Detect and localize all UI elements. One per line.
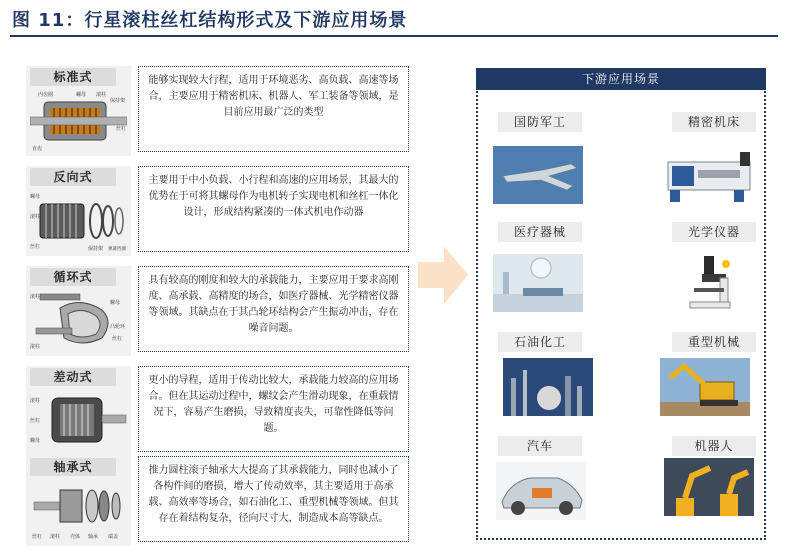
inverted-screw-diagram [30, 188, 127, 252]
type-row-inverted [26, 166, 411, 256]
type-label: 差动式 [30, 368, 116, 386]
part-label: 螺母 [110, 300, 121, 306]
app-label-petrochemical: 石油化工 [498, 332, 582, 352]
app-label-medical: 医疗器械 [498, 222, 582, 242]
page-title: 图 11：行星滚柱丝杠结构形式及下游应用场景 [12, 10, 408, 31]
type-row-differential [26, 366, 411, 456]
title-divider [10, 35, 778, 37]
app-label-precision-machine-tools: 精密机床 [672, 112, 756, 132]
type-label: 标准式 [30, 68, 116, 86]
type-panel [26, 366, 131, 456]
downstream-header: 下游应用场景 [476, 68, 766, 90]
type-label: 循环式 [30, 268, 116, 286]
part-label: 丝杠 [30, 244, 41, 250]
part-label: 直齿 [32, 146, 43, 152]
part-label: 保持架 [110, 98, 126, 104]
type-description: 推力圆柱滚子轴承大大提高了其承载能力，同时也减小了各构件间的磨损，增大了传动效率，其主要适用于高承载、高效率等场合，如石油化工、重型机械等领域。但其存在着结构复杂，径向尺寸大，制造成本高等缺点。 [138, 456, 409, 542]
microscope-image [664, 252, 754, 310]
part-label: 保持架 [88, 246, 104, 252]
part-label: 滚柱 [30, 214, 41, 220]
part-label: 螺母 [30, 194, 41, 200]
part-label: 螺母 [30, 438, 41, 444]
industrial-robot-image [664, 458, 754, 516]
part-label: 丝杠 [112, 336, 123, 342]
app-label-heavy-machinery: 重型机械 [672, 332, 756, 352]
differential-screw-diagram [30, 388, 127, 452]
part-label: 凸轮环 [110, 324, 126, 330]
type-label: 轴承式 [30, 458, 116, 476]
part-label: 丝杠 [32, 534, 43, 540]
app-label-defense: 国防军工 [498, 112, 582, 132]
lathe-image [664, 144, 754, 202]
part-label: 滚柱 [96, 92, 107, 98]
app-label-optical-instruments: 光学仪器 [672, 222, 756, 242]
part-label: 内齿圈 [38, 92, 54, 98]
type-panel [26, 266, 131, 356]
part-label: 螺母 [76, 92, 87, 98]
recirculating-screw-diagram [30, 288, 127, 352]
app-label-automotive: 汽车 [498, 436, 582, 456]
standard-screw-diagram [30, 88, 127, 152]
car-chassis-image [496, 462, 586, 520]
part-label: 端盖 [108, 534, 119, 540]
type-panel [26, 456, 131, 546]
part-label: 滚柱 [30, 398, 41, 404]
type-row-bearing [26, 456, 411, 546]
part-label: 滚柱 [50, 534, 61, 540]
type-panel [26, 166, 131, 256]
medical-equipment-image [493, 254, 583, 312]
part-label: 弹簧挡圈 [108, 247, 126, 252]
refinery-image [503, 358, 593, 416]
part-label: 滚柱 [30, 294, 41, 300]
part-label: 壳体 [70, 534, 81, 540]
type-label: 反向式 [30, 168, 116, 186]
bearing-screw-diagram [30, 478, 127, 542]
type-description: 能够实现较大行程，适用于环境恶劣、高负载、高速等场合，主要应用于精密机床、机器人、军工装备等领域，是目前应用最广泛的类型 [138, 66, 409, 152]
part-label: 滚柱 [30, 344, 41, 350]
type-description: 具有较高的刚度和较大的承载能力，主要应用于要求高刚度、高承载、高精度的场合，如医疗器械、光学精密仪器等领域。其缺点在于其凸轮环结构会产生振动冲击，存在噪音问题。 [138, 266, 409, 352]
part-label: 轴承 [88, 534, 99, 540]
type-row-standard [26, 66, 411, 156]
part-label: 丝杠 [30, 418, 41, 424]
right-arrow-icon [418, 246, 468, 304]
type-description: 更小的导程，适用于传动比较大，承载能力较高的应用场合。但在其运动过程中，螺纹会产生滑动现象，在重载情况下，容易产生磨损，导致精度丧失，可靠性降低等问题。 [138, 366, 409, 452]
app-label-robotics: 机器人 [672, 436, 756, 456]
type-description: 主要用于中小负载、小行程和高速的应用场景，其最大的优势在于可将其螺母作为电机转子实现电机和丝杠一体化设计，形成结构紧凑的一体式机电作动器 [138, 166, 409, 252]
excavator-image [660, 358, 750, 416]
fighter-jet-image [493, 146, 583, 204]
type-row-recirculating [26, 266, 411, 356]
part-label: 丝杠 [116, 126, 127, 132]
type-panel [26, 66, 131, 156]
